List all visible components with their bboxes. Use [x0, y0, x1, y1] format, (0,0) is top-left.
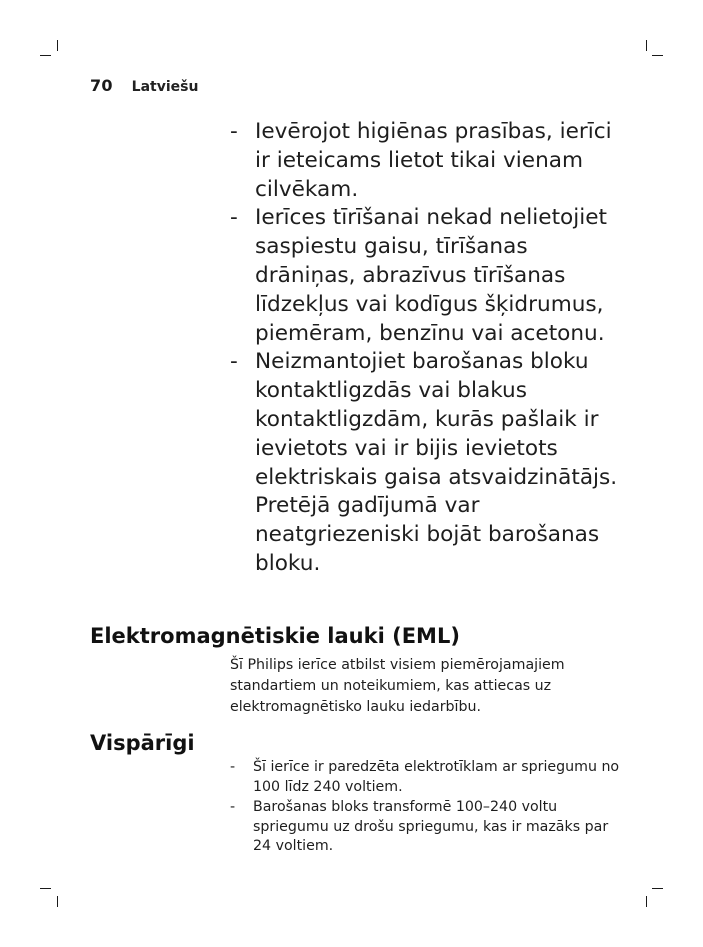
list-dash: - [230, 349, 238, 375]
crop-mark [652, 55, 663, 56]
crop-mark [646, 896, 647, 907]
crop-mark [40, 888, 51, 889]
crop-mark [646, 40, 647, 51]
list-dash: - [230, 205, 238, 231]
list-item-text: Neizmantojiet barošanas bloku kontaktligzdās vai blakus kontaktligzdām, kurās pašlaik ir ievietots vai ir bijis ievietots elektriskais gaisa atsvaidzinātājs. Pretējā gadījumā var neatgriezeniski bojāt barošanas bloku. [255, 349, 618, 576]
emf-heading: Elektromagnētiskie lauki (EML) [90, 624, 460, 648]
list-dash: - [230, 759, 236, 775]
crop-mark [57, 896, 58, 907]
list-item-text: Šī ierīce ir paredzēta elektrotīklam ar spriegumu no 100 līdz 240 voltiem. [253, 759, 620, 795]
list-item-text: Ievērojot higiēnas prasības, ierīci ir ieteicams lietot tikai vienam cilvēkam. [255, 119, 612, 202]
list-item [230, 348, 625, 578]
crop-mark [57, 40, 58, 51]
list-item-text: Ierīces tīrīšanai nekad nelietojiet saspiestu gaisu, tīrīšanas drāniņas, abrazīvus tīrīšanas līdzekļus vai kodīgus šķidrumus, piemēram, benzīnu vai acetonu. [255, 205, 607, 346]
general-heading: Vispārīgi [90, 731, 195, 755]
list-item [230, 118, 625, 204]
list-item-text: Barošanas bloks transformē 100–240 voltu spriegumu uz drošu spriegumu, kas ir mazāks par 24 voltiem. [253, 799, 609, 854]
general-list [230, 758, 620, 858]
list-item [230, 798, 620, 857]
list-dash: - [230, 119, 238, 144]
list-item [230, 204, 625, 348]
crop-mark [40, 55, 51, 56]
safety-list [230, 118, 625, 579]
page-header [90, 76, 198, 98]
list-dash: - [230, 799, 236, 815]
page-number: 70 [90, 76, 113, 95]
language-label: Latviešu [131, 79, 199, 95]
crop-mark [652, 888, 663, 889]
emf-paragraph: Šī Philips ierīce atbilst visiem piemērojamajiem standartiem un noteikumiem, kas attiecas uz elektromagnētisko lauku iedarbību. [230, 657, 565, 715]
list-item [230, 758, 620, 797]
